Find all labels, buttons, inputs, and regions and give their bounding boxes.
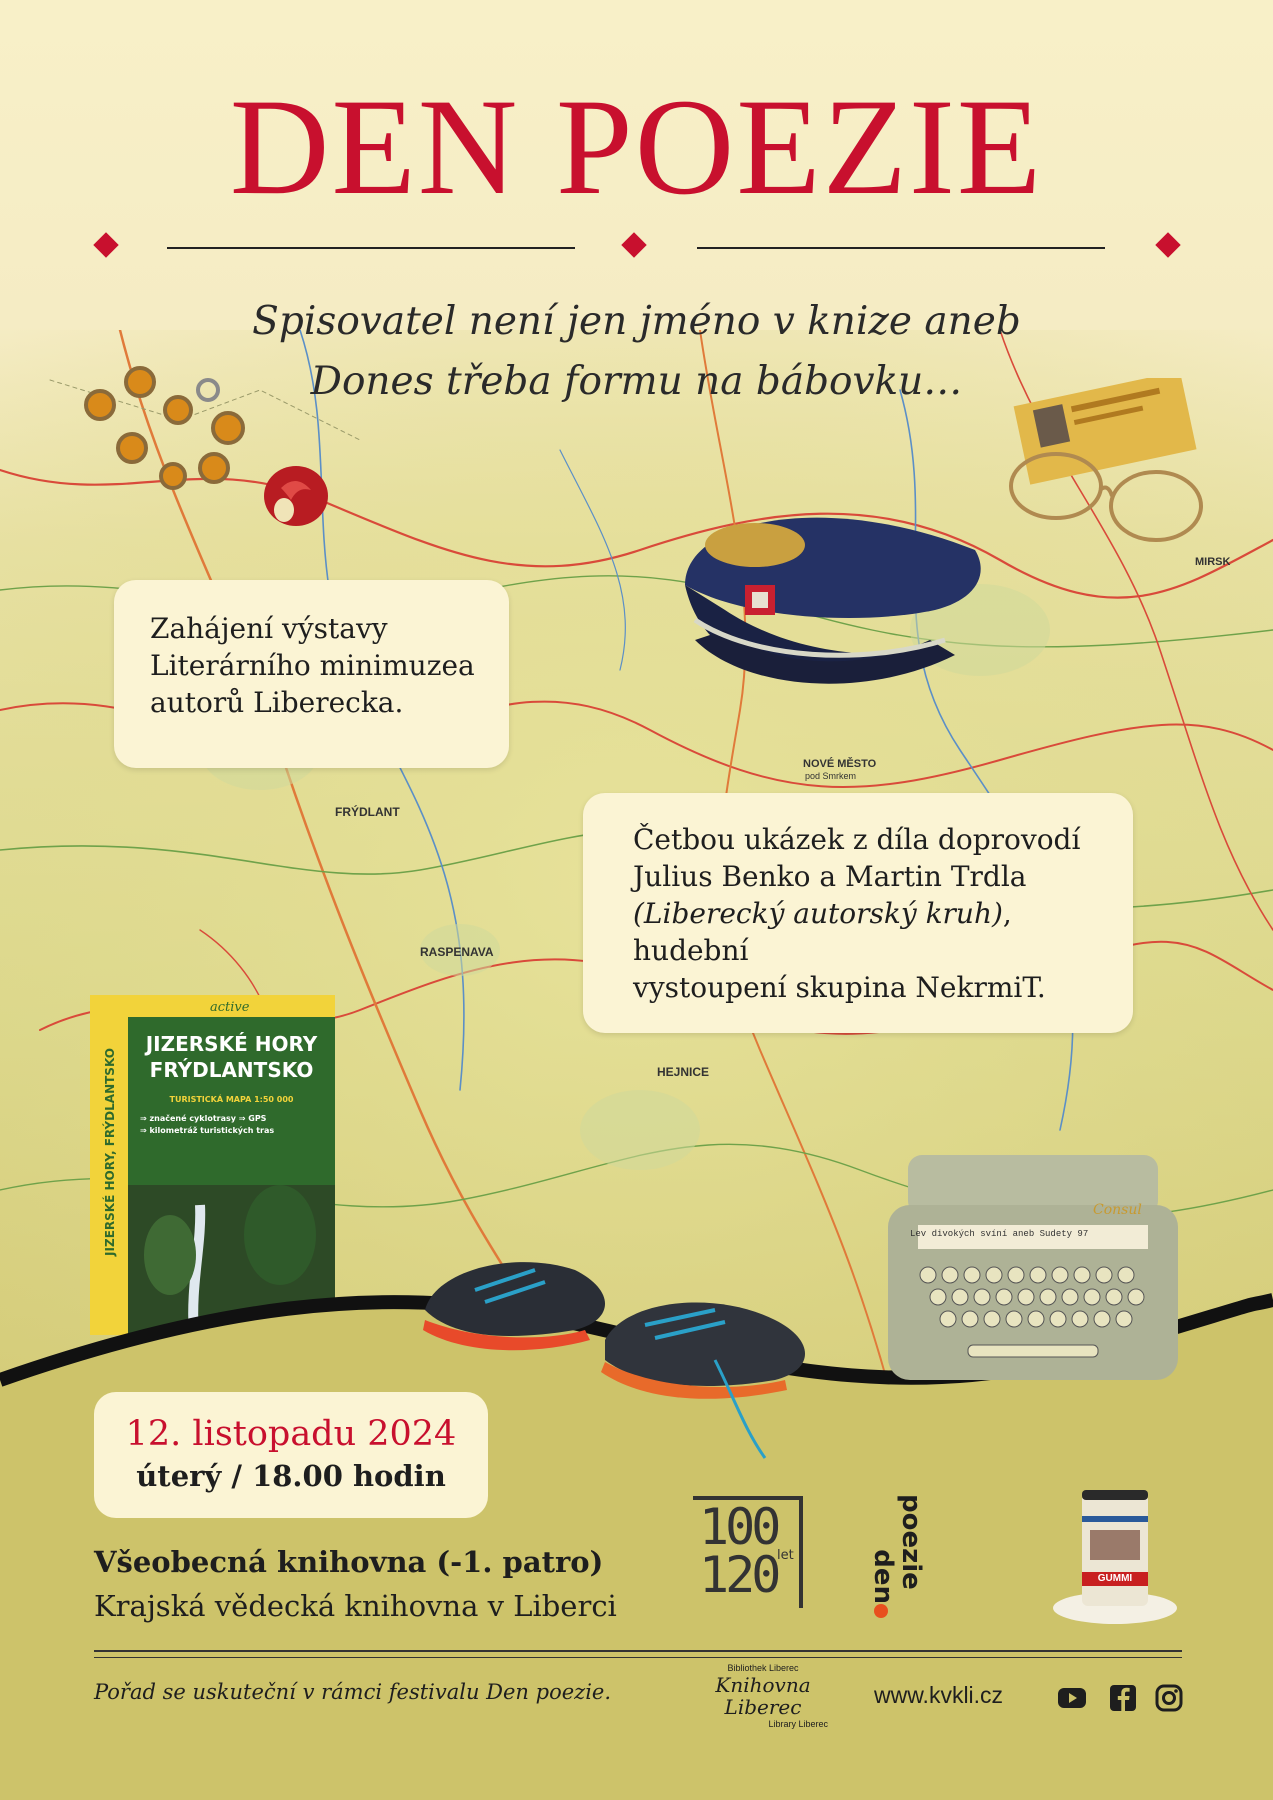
venue-line-2: Krajská vědecká knihovna v Liberci (94, 1589, 617, 1623)
exhibition-line-2: Literárního minimuzea (150, 649, 475, 682)
instagram-icon[interactable] (1154, 1683, 1184, 1713)
map-label-hejnice: HEJNICE (657, 1065, 710, 1079)
den-poezie-dot-icon (874, 1604, 888, 1618)
diamond-ornament-center (621, 232, 646, 257)
map-book-bullet-2: ⇒ kilometráž turistických tras (140, 1126, 275, 1135)
anniversary-number-bottom: 120 (699, 1546, 778, 1604)
youtube-icon[interactable] (1057, 1683, 1087, 1713)
title-rule-left (167, 247, 575, 249)
event-time: úterý / 18.00 hodin (136, 1459, 446, 1493)
venue (94, 1540, 617, 1628)
exhibition-line-1: Zahájení výstavy (150, 612, 388, 645)
author-circle-name: (Liberecký autorský kruh) (633, 897, 1003, 930)
date-box (94, 1392, 488, 1518)
venue-line-1: Všeobecná knihovna (-1. patro) (94, 1545, 604, 1579)
uniform-cap-image (665, 490, 995, 705)
subtitle-line-2: Dones třeba formu na bábovku… (310, 359, 963, 404)
program-info-box (583, 793, 1133, 1033)
map-book-brand: active (210, 1000, 250, 1015)
logo-knihovna: Knihovna Liberec (715, 1673, 811, 1719)
subtitle-line-1: Spisovatel není jen jméno v knize aneb (252, 299, 1021, 344)
gummi-tin-image (1050, 1486, 1180, 1626)
den-poezie-logo (862, 1494, 942, 1622)
footer-rule-top (94, 1650, 1182, 1652)
tourist-map-book (90, 995, 335, 1335)
tin-label: GUMMI (1097, 1573, 1133, 1584)
exhibition-info-box (114, 580, 509, 768)
typewriter-body (888, 1145, 1178, 1385)
map-book-spine: JIZERSKÉ HORY, FRÝDLANTSKO (103, 1048, 117, 1256)
map-label-mirsk: MIRSK (1195, 556, 1231, 568)
map-book-bullets (140, 1113, 274, 1137)
map-label-frydlant: FRÝDLANT (335, 805, 400, 819)
map-label-nove-mesto: NOVÉ MĚSTO (803, 758, 877, 770)
map-book-title-2: FRÝDLANTSKO (149, 1058, 314, 1082)
map-book-bullet-1: ⇒ značené cyklotrasy ⇒ GPS (140, 1114, 267, 1123)
program-line-4: vystoupení skupina NekrmiT. (633, 971, 1046, 1004)
anniversary-unit: let (777, 1548, 794, 1563)
program-line-3 (633, 895, 1133, 969)
knihovna-liberec-logo (688, 1662, 838, 1729)
map-book-title (128, 1031, 335, 1083)
map-label-raspenava: RASPENAVA (420, 945, 494, 959)
map-book-title-1: JIZERSKÉ HORY (145, 1032, 318, 1056)
program-line-3-rest: , hudební (633, 897, 1012, 967)
event-date: 12. listopadu 2024 (125, 1414, 457, 1454)
poster-title: DEN POEZIE (229, 70, 1044, 223)
amber-bracelet-image (78, 360, 253, 500)
program-line-1: Četbou ukázek z díla doprovodí (633, 823, 1081, 856)
exhibition-line-3: autorů Liberecka. (150, 686, 404, 719)
program-line-2: Julius Benko a Martin Trdla (633, 860, 1027, 893)
logo-poezie-text: poezie (896, 1494, 926, 1590)
title-rule-right (697, 247, 1105, 249)
map-book-subtitle: TURISTICKÁ MAPA 1:50 000 (169, 1095, 294, 1104)
logo-bibliothek: Bibliothek Liberec (727, 1663, 799, 1673)
diamond-ornament-left (93, 232, 118, 257)
typewriter-image (888, 1145, 1178, 1385)
facebook-icon[interactable] (1108, 1683, 1138, 1713)
red-rose-ring-image (256, 458, 336, 533)
diamond-ornament-right (1155, 232, 1180, 257)
logo-library: Library Liberec (768, 1719, 828, 1729)
glasses-and-id-card-image (1008, 378, 1213, 553)
logo-den-text: den (868, 1549, 898, 1604)
footer-rule-bottom (94, 1657, 1182, 1658)
anniversary-number-top: 100 (699, 1498, 778, 1556)
anniversary-logo (693, 1496, 813, 1616)
festival-note: Pořad se uskuteční v rámci festivalu Den poezie. (94, 1680, 612, 1704)
website-link[interactable]: www.kvkli.cz (874, 1682, 1004, 1708)
typewriter-paper-text: Lev divokých svíní aneb Sudety 97 (910, 1229, 1089, 1239)
map-label-nove-mesto-sub: pod Smrkem (805, 771, 857, 781)
typewriter-brand: Consul (1093, 1202, 1142, 1218)
